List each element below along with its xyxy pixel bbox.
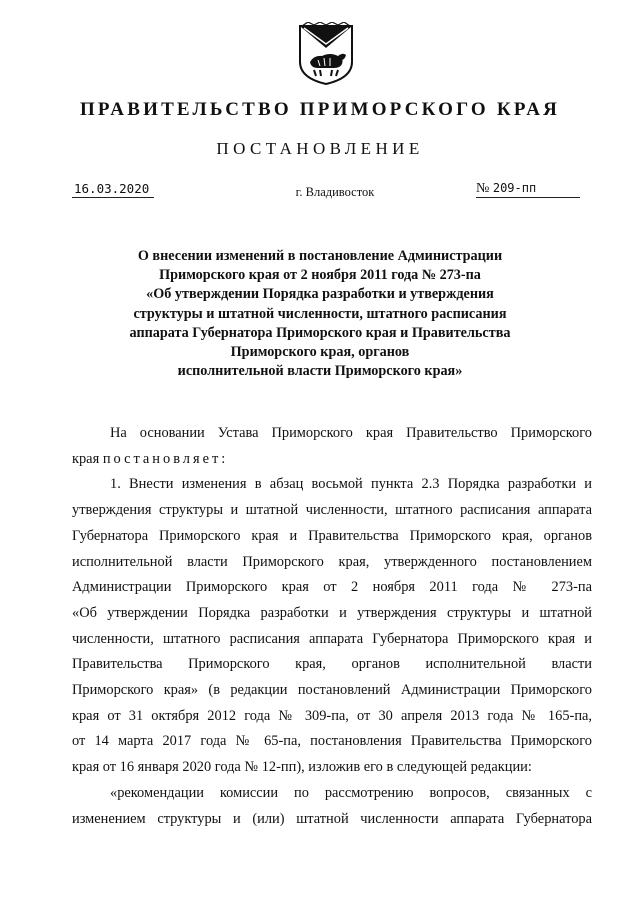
body-paragraph-line: Губернатора Приморского края и Правительства Приморского края, органов xyxy=(72,527,592,544)
subject-line: Приморского края от 2 ноября 2011 года № 273-па xyxy=(159,267,481,284)
body-paragraph-line: На основании Устава Приморского края Правительство Приморского xyxy=(110,425,592,441)
body-paragraph-line: края от 16 января 2020 года № 12-пп), изложив его в следующей редакции: xyxy=(72,759,532,776)
body-paragraph-line xyxy=(72,447,592,473)
body-paragraph-line: Приморского края» (в редакции постановлений Администрации Приморского xyxy=(72,682,592,699)
body-paragraph-line: «Об утверждении Порядка разработки и утверждения структуры и штатной xyxy=(72,604,592,621)
document-body xyxy=(72,421,592,832)
quote-paragraph-line: изменением структуры и (или) штатной численности аппарата Губернатора xyxy=(72,810,592,827)
subject-line: «Об утверждении Порядка разработки и утверждения xyxy=(146,286,494,303)
intro-word: края xyxy=(72,450,100,467)
body-paragraph-line: исполнительной власти Приморского края, утвержденного постановлением xyxy=(72,553,592,570)
subject-line: структуры и штатной численности, штатного расписания xyxy=(133,305,507,322)
document-type: ПОСТАНОВЛЕНИЕ xyxy=(216,139,424,158)
document-date: 16.03.2020 xyxy=(72,181,154,198)
body-paragraph-line: Администрации Приморского края от 2 ноября 2011 года № 273-па xyxy=(72,579,592,596)
document-city: г. Владивосток xyxy=(295,185,375,199)
body-paragraph-line: края от 31 октября 2012 года № 309-па, от 30 апреля 2013 года № 165-па, xyxy=(72,707,592,724)
subject-line: О внесении изменений в постановление Администрации xyxy=(137,248,503,264)
government-title: ПРАВИТЕЛЬСТВО ПРИМОРСКОГО КРАЯ xyxy=(79,99,561,120)
document-number xyxy=(476,180,580,198)
number-prefix: № xyxy=(476,181,490,196)
body-paragraph-line: от 14 марта 2017 года № 65-па, постановления Правительства Приморского xyxy=(72,733,592,750)
body-paragraph-line: Правительства Приморского края, органов исполнительной власти xyxy=(72,656,592,673)
subject-line: аппарата Губернатора Приморского края и Правительства xyxy=(129,324,511,341)
number-value: 209-пп xyxy=(492,181,537,195)
quote-paragraph-line: «рекомендации комиссии по рассмотрению вопросов, связанных с xyxy=(110,784,592,801)
intro-colon: : xyxy=(221,450,226,467)
body-paragraph-line: численности, штатного расписания аппарата Губернатора Приморского края и xyxy=(72,630,592,647)
subject-line: Приморского края, органов xyxy=(230,344,410,361)
subject-line: исполнительной власти Приморского края» xyxy=(177,363,463,380)
document-subject xyxy=(0,247,640,381)
body-paragraph-line: 1. Внести изменения в абзац восьмой пункта 2.3 Порядка разработки и xyxy=(110,476,592,493)
body-paragraph-line: утверждения структуры и штатной численности, штатного расписания аппарата xyxy=(72,502,592,519)
coat-of-arms-emblem xyxy=(296,22,356,86)
resolution-verb: постановляет xyxy=(102,450,222,467)
